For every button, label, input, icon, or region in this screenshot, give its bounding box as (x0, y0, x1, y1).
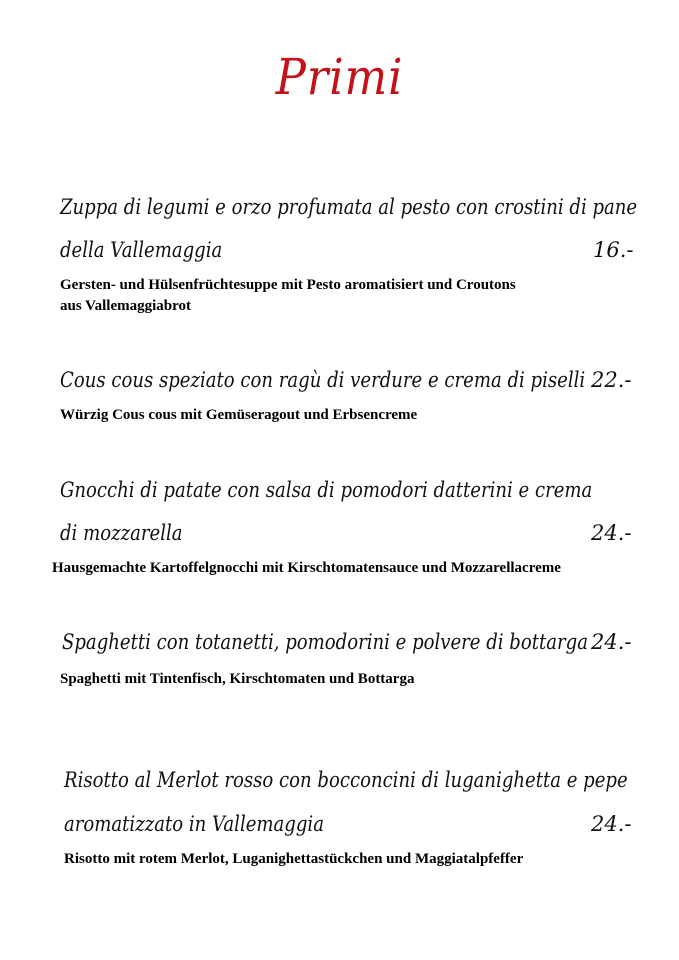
menu-item-name: Cous cous speziato con ragù di verdure e crema di piselli (60, 368, 586, 392)
menu-item-name: Risotto al Merlot rosso con bocconcini di luganighetta e pepe (64, 768, 628, 792)
menu-item-price: 16.- (593, 238, 634, 262)
menu-item-description: Risotto mit rotem Merlot, Luganighettastückchen und Maggiatalpfeffer (64, 851, 524, 867)
menu-item-description: Hausgemachte Kartoffelgnocchi mit Kirschtomatensauce und Mozzarellacreme (52, 560, 561, 576)
menu-item-price: 24.- (591, 521, 632, 545)
menu-item-description: Spaghetti mit Tintenfisch, Kirschtomaten und Bottarga (60, 671, 415, 687)
menu-item-price: 24.- (591, 630, 632, 654)
menu-item-name: Spaghetti con totanetti, pomodorini e polvere di bottarga (62, 630, 588, 654)
menu-item-price: 22.- (591, 368, 632, 392)
menu-item-description: Würzig Cous cous mit Gemüseragout und Erbsencreme (60, 407, 418, 423)
menu-item-name: della Vallemaggia (60, 238, 223, 262)
menu-item-name: aromatizzato in Vallemaggia (64, 812, 324, 836)
menu-item-description: Gersten- und Hülsenfrüchtesuppe mit Pesto aromatisiert und Croutons (60, 277, 516, 293)
menu-item-description: aus Vallemaggiabrot (60, 298, 191, 314)
menu-item-price: 24.- (591, 812, 632, 836)
page-title: Primi (275, 48, 404, 106)
menu-item-name: di mozzarella (60, 521, 183, 545)
menu-item-name: Zuppa di legumi e orzo profumata al pesto con crostini di pane (60, 195, 638, 219)
menu-item-name: Gnocchi di patate con salsa di pomodori datterini e crema (60, 478, 593, 502)
